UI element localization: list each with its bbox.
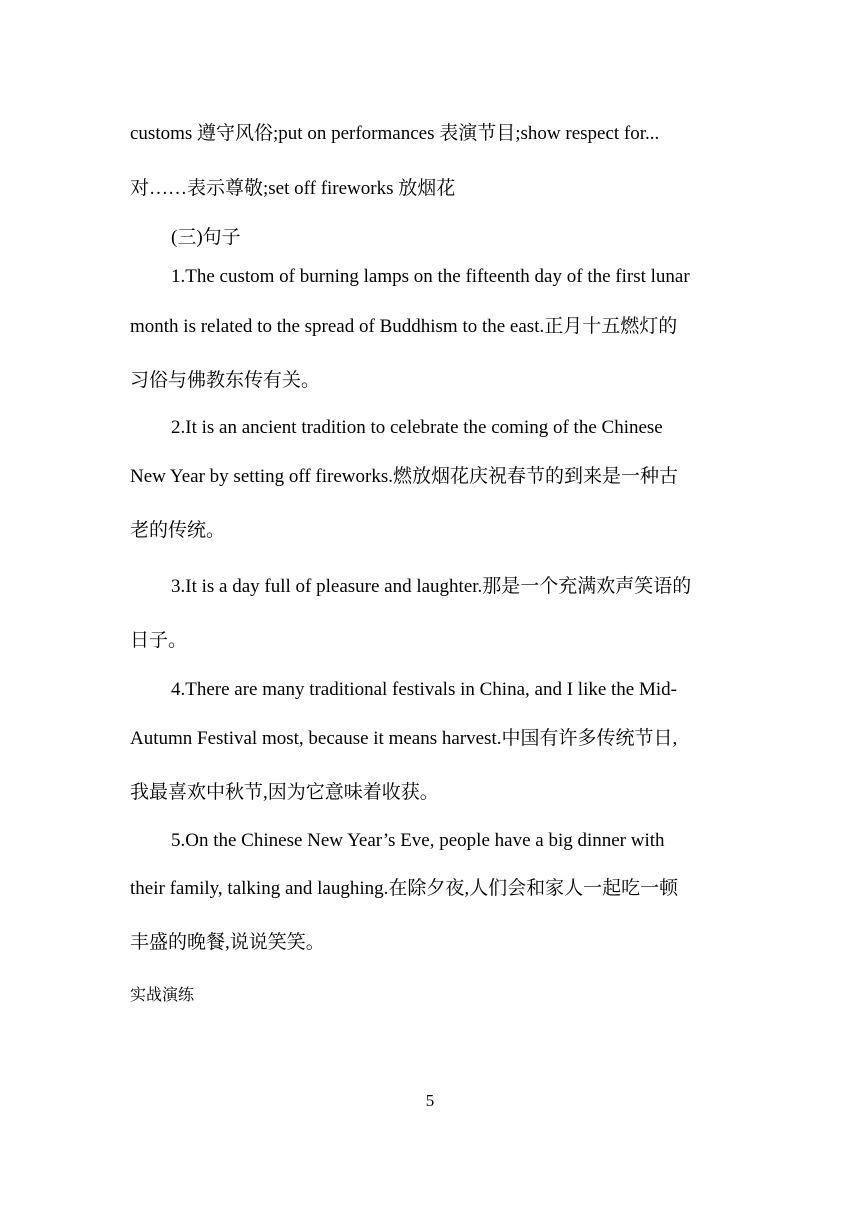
sentence-1-line-3: 习俗与佛教东传有关。	[130, 370, 321, 391]
sentence-4-line-1: 4.There are many traditional festivals in China, and I like the Mid-	[171, 679, 677, 700]
sentence-4-line-3: 我最喜欢中秋节,因为它意味着收获。	[130, 782, 439, 803]
sentence-3-line-2: 日子。	[130, 630, 188, 651]
sentence-1-line-1: 1.The custom of burning lamps on the fifteenth day of the first lunar	[171, 266, 690, 287]
text-line: 对……表示尊敬;set off fireworks 放烟花	[130, 178, 456, 199]
sentence-5-line-1: 5.On the Chinese New Year’s Eve, people have a big dinner with	[171, 830, 665, 851]
section-label: 实战演练	[130, 985, 195, 1004]
sentence-2-line-2: New Year by setting off fireworks.燃放烟花庆祝春节的到来是一种古	[130, 466, 678, 487]
section-heading: (三)句子	[171, 227, 241, 248]
sentence-4-line-2: Autumn Festival most, because it means harvest.中国有许多传统节日,	[130, 728, 678, 749]
page-number: 5	[425, 1091, 435, 1110]
sentence-2-line-3: 老的传统。	[130, 520, 226, 541]
sentence-5-line-2: their family, talking and laughing.在除夕夜,人们会和家人一起吃一顿	[130, 878, 679, 899]
sentence-2-line-1: 2.It is an ancient tradition to celebrate the coming of the Chinese	[171, 417, 663, 438]
text-line: customs 遵守风俗;put on performances 表演节目;show respect for...	[130, 123, 660, 144]
sentence-3-line-1: 3.It is a day full of pleasure and laughter.那是一个充满欢声笑语的	[171, 576, 692, 597]
sentence-5-line-3: 丰盛的晚餐,说说笑笑。	[130, 932, 325, 953]
sentence-1-line-2: month is related to the spread of Buddhism to the east.正月十五燃灯的	[130, 316, 678, 337]
